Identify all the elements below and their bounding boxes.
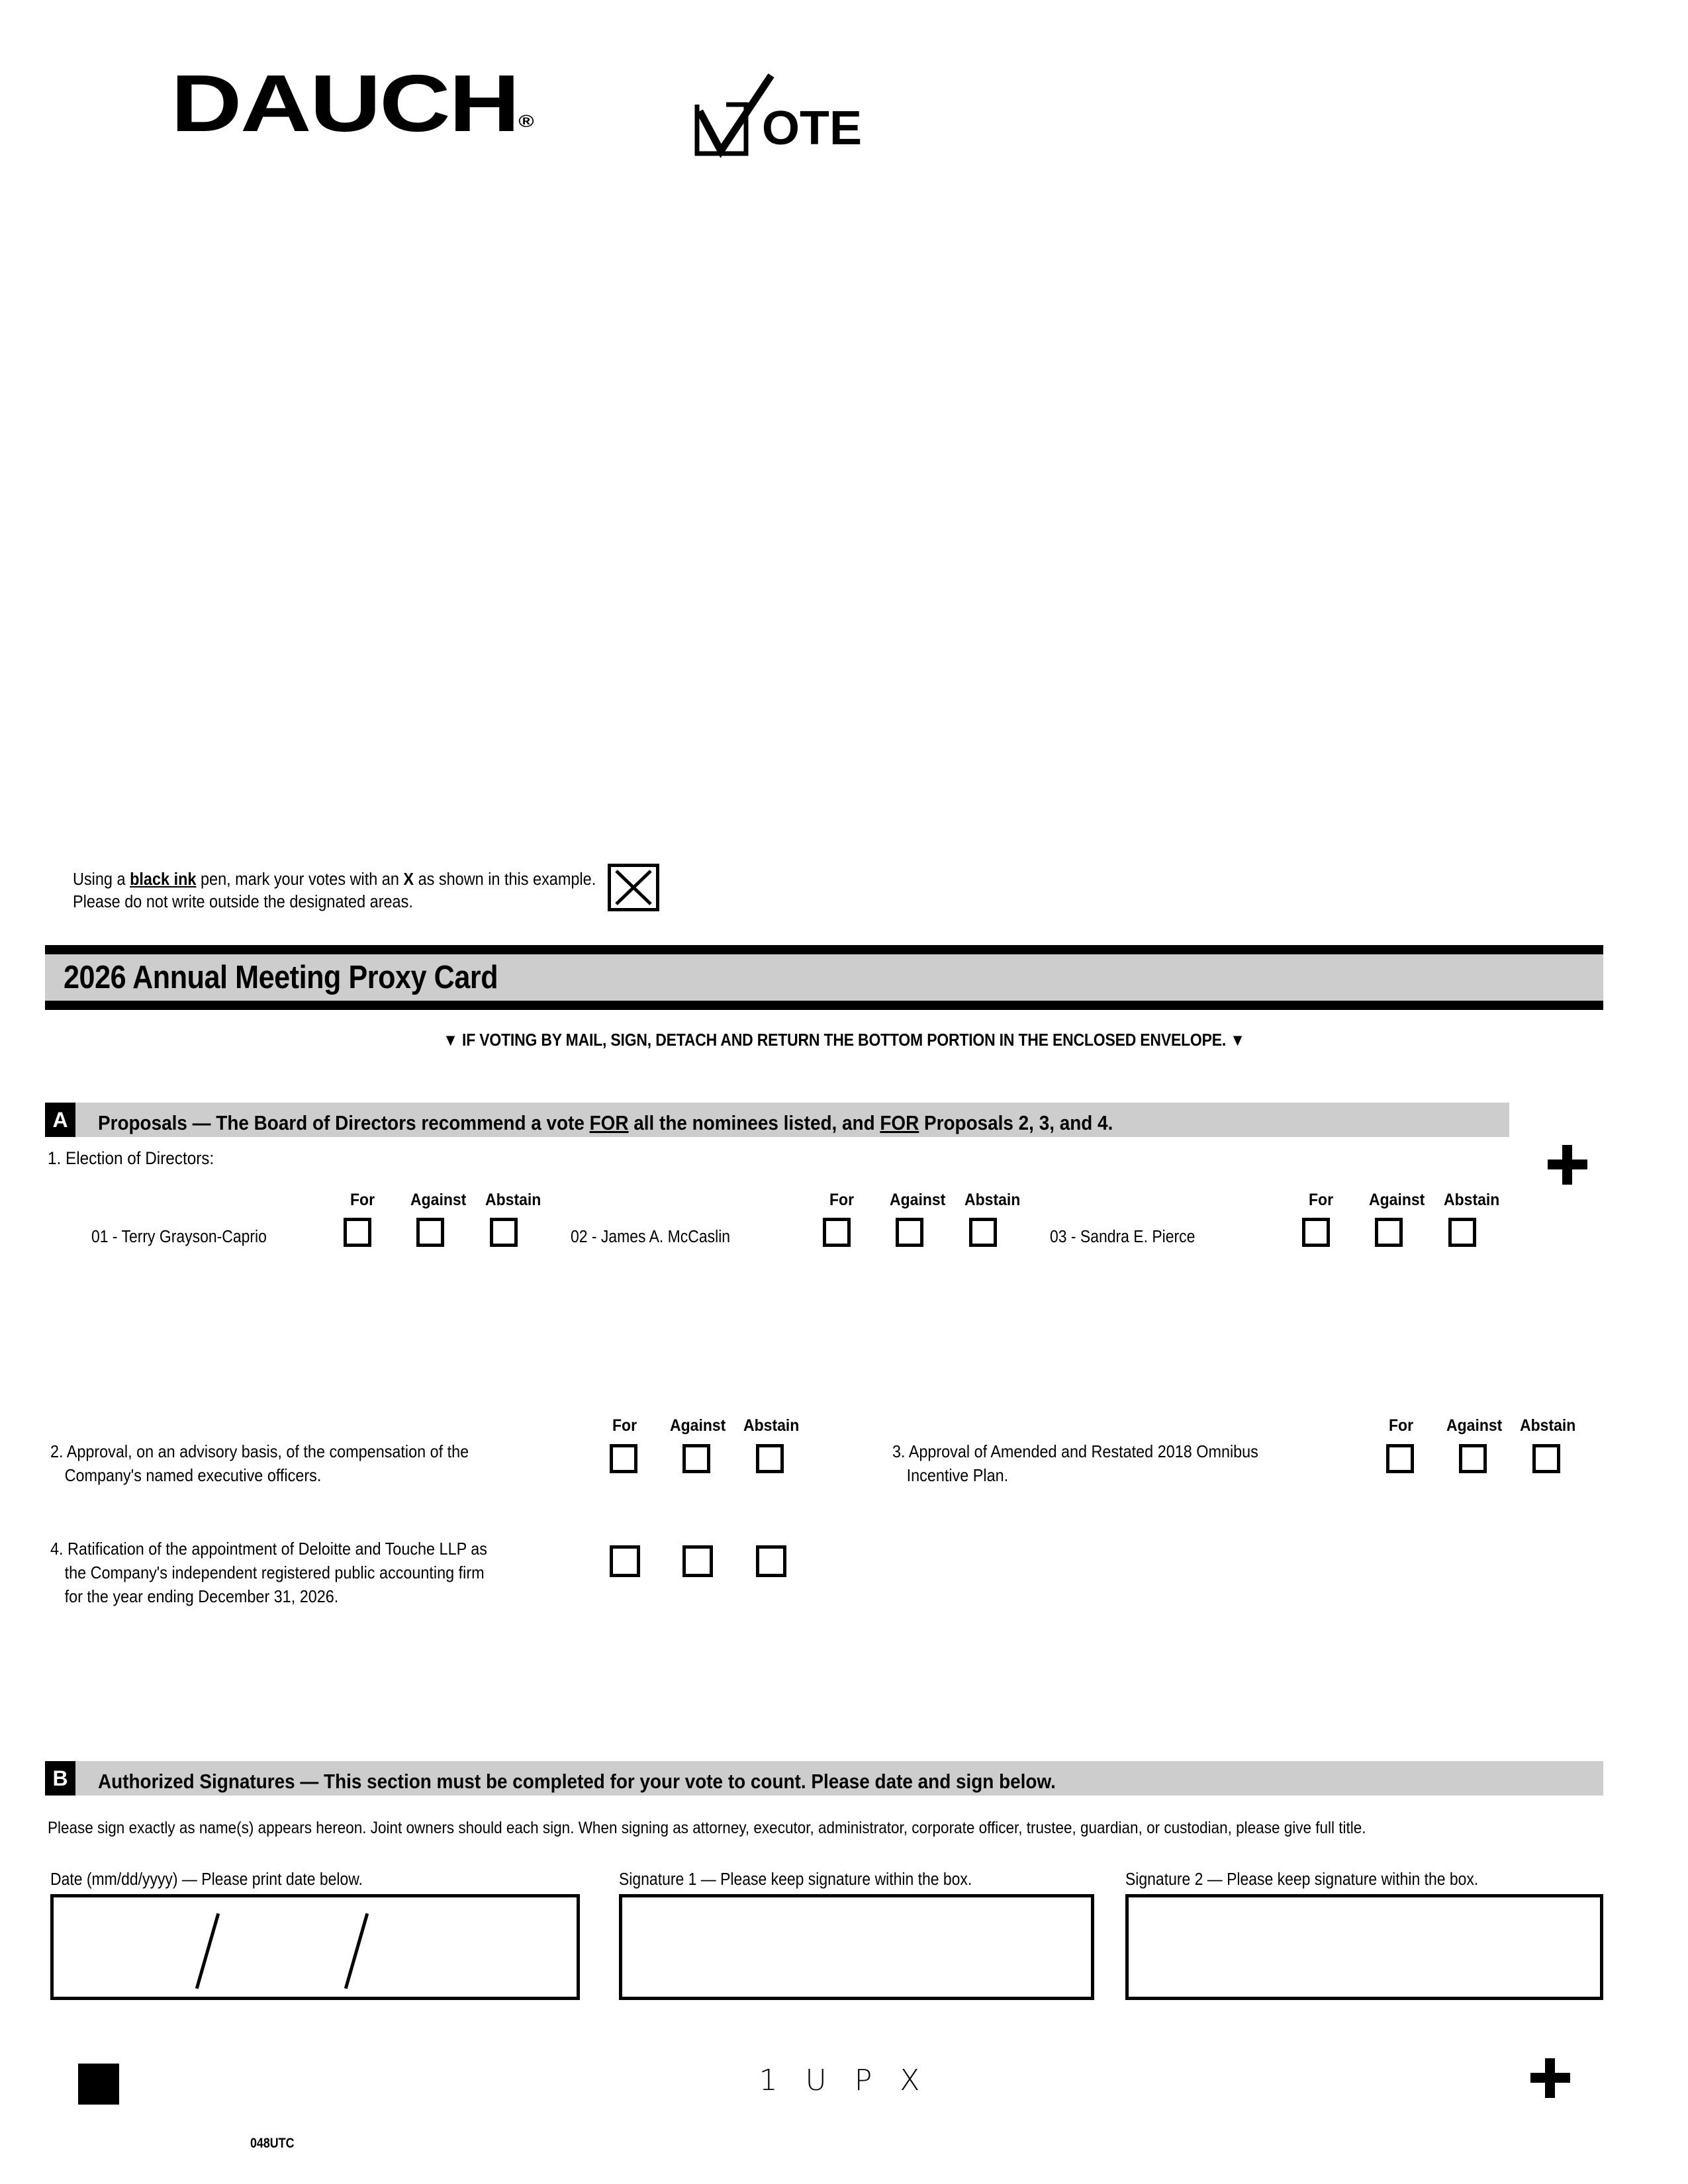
marking-instructions-line1 <box>73 868 596 891</box>
nominee-2-for-checkbox[interactable] <box>823 1218 851 1247</box>
date-slash-1 <box>195 1913 220 1989</box>
example-checkbox <box>608 864 659 911</box>
signature-instructions: Please sign exactly as name(s) appears hereon. Joint owners should each sign. When signing as attorney, executor, administrator, corporate officer, trustee, guardian, or custodian, please give full title. <box>48 1819 1366 1837</box>
vote-logo-letters: OTE <box>761 101 863 155</box>
nominee-2-abstain-checkbox[interactable] <box>969 1218 997 1247</box>
proposal-4-against-checkbox[interactable] <box>682 1545 713 1577</box>
dauch-logo-text: DAUCH <box>171 58 519 148</box>
vote-logo <box>692 73 864 159</box>
proposal-3-abstain-checkbox[interactable] <box>1532 1444 1560 1473</box>
section-b-letter: B <box>45 1761 75 1796</box>
job-code: 048UTC <box>250 2136 295 2151</box>
heading-for-2: FOR <box>880 1111 919 1134</box>
proposal-2-against-checkbox[interactable] <box>682 1444 710 1473</box>
registered-mark: ® <box>518 111 534 131</box>
signature-1-label: Signature 1 — Please keep signature within the box. <box>619 1870 972 1889</box>
proposal-4-for-checkbox[interactable] <box>610 1545 640 1577</box>
nominee-1-for-checkbox[interactable] <box>344 1218 371 1247</box>
nominee-3-abstain-label: Abstain <box>1444 1191 1500 1209</box>
mail-instruction: ▼ IF VOTING BY MAIL, SIGN, DETACH AND RETURN THE BOTTOM PORTION IN THE ENCLOSED ENVELOPE. ▼ <box>443 1031 1245 1050</box>
page-title: 2026 Annual Meeting Proxy Card <box>64 960 498 995</box>
signature-1-box[interactable] <box>619 1894 1094 2000</box>
nominee-3-abstain-checkbox[interactable] <box>1448 1218 1476 1247</box>
proposal-3-for-checkbox[interactable] <box>1386 1444 1414 1473</box>
section-a-heading: Proposals — The Board of Directors recommend a vote FOR all the nominees listed, and FOR Proposals 2, 3, and 4. <box>98 1111 1113 1134</box>
proposal-2-number: 2. <box>50 1441 64 1461</box>
crop-mark-bottom-right <box>1530 2058 1570 2098</box>
nominee-3-for-label: For <box>1309 1191 1334 1209</box>
nominee-2-against-label: Against <box>890 1191 946 1209</box>
signature-2-box[interactable] <box>1125 1894 1603 2000</box>
crop-mark-top-right <box>1548 1145 1587 1185</box>
instr-mid: pen, mark your votes with an <box>196 870 404 889</box>
date-input-box[interactable] <box>50 1894 580 2000</box>
proposal-2-abstain-checkbox[interactable] <box>756 1444 784 1473</box>
proposal-3-for-label: For <box>1389 1416 1414 1435</box>
nominee-2-for-label: For <box>829 1191 855 1209</box>
proposal-2-abstain-label: Abstain <box>743 1416 800 1435</box>
signature-2-label: Signature 2 — Please keep signature within the box. <box>1125 1870 1479 1889</box>
instr-black-ink: black ink <box>130 870 197 889</box>
nominee-1-for-label: For <box>350 1191 375 1209</box>
nominee-2-abstain-label: Abstain <box>964 1191 1021 1209</box>
proposal-4-text: 4. Ratification of the appointment of Deloitte and Touche LLP as the Company's independent registered public accounting firm for the year ending December 31, 2026. <box>50 1539 487 1606</box>
nominee-1-against-checkbox[interactable] <box>416 1218 444 1247</box>
nominee-3-name: 03 - Sandra E. Pierce <box>1050 1228 1196 1246</box>
proposal-3-against-checkbox[interactable] <box>1459 1444 1487 1473</box>
instr-x: X <box>403 870 414 889</box>
nominee-1-name: 01 - Terry Grayson-Caprio <box>91 1228 267 1246</box>
dauch-logo <box>171 58 534 148</box>
proposal-2-text: 2. Approval, on an advisory basis, of the compensation of the Company's named executive officers. <box>50 1441 469 1485</box>
marking-instructions <box>73 868 596 913</box>
nominee-3-for-checkbox[interactable] <box>1302 1218 1330 1247</box>
form-code: 1 U P X <box>759 2064 929 2097</box>
nominee-2-name: 02 - James A. McCaslin <box>571 1228 731 1246</box>
proposal-2-for-label: For <box>612 1416 637 1435</box>
nominee-3-against-label: Against <box>1369 1191 1425 1209</box>
date-slash-2 <box>344 1913 369 1989</box>
nominee-2-against-checkbox[interactable] <box>896 1218 923 1247</box>
proposal-3-number: 3. <box>892 1441 906 1461</box>
date-label: Date (mm/dd/yyyy) — Please print date below. <box>50 1870 363 1889</box>
proposal-3-against-label: Against <box>1446 1416 1503 1435</box>
instr-post: as shown in this example. <box>414 870 596 889</box>
proposal-3-abstain-label: Abstain <box>1520 1416 1576 1435</box>
section-a-letter: A <box>45 1103 75 1137</box>
proposal-2-for-checkbox[interactable] <box>610 1444 637 1473</box>
proposal-4-number: 4. <box>50 1539 64 1559</box>
nominee-1-abstain-label: Abstain <box>485 1191 541 1209</box>
marking-instructions-line2: Please do not write outside the designated areas. <box>73 893 413 911</box>
item-1-label: 1. Election of Directors: <box>48 1148 214 1168</box>
nominee-1-against-label: Against <box>410 1191 467 1209</box>
heading-for-1: FOR <box>589 1111 629 1134</box>
proposal-2-against-label: Against <box>670 1416 726 1435</box>
nominee-3-against-checkbox[interactable] <box>1375 1218 1403 1247</box>
nominee-1-abstain-checkbox[interactable] <box>490 1218 518 1247</box>
section-b-heading: Authorized Signatures — This section must be completed for your vote to count. Please date and sign below. <box>98 1770 1056 1793</box>
instr-pre: Using a <box>73 870 130 889</box>
proposal-3-text: 3. Approval of Amended and Restated 2018 Omnibus Incentive Plan. <box>892 1441 1258 1485</box>
proposal-4-abstain-checkbox[interactable] <box>756 1545 786 1577</box>
